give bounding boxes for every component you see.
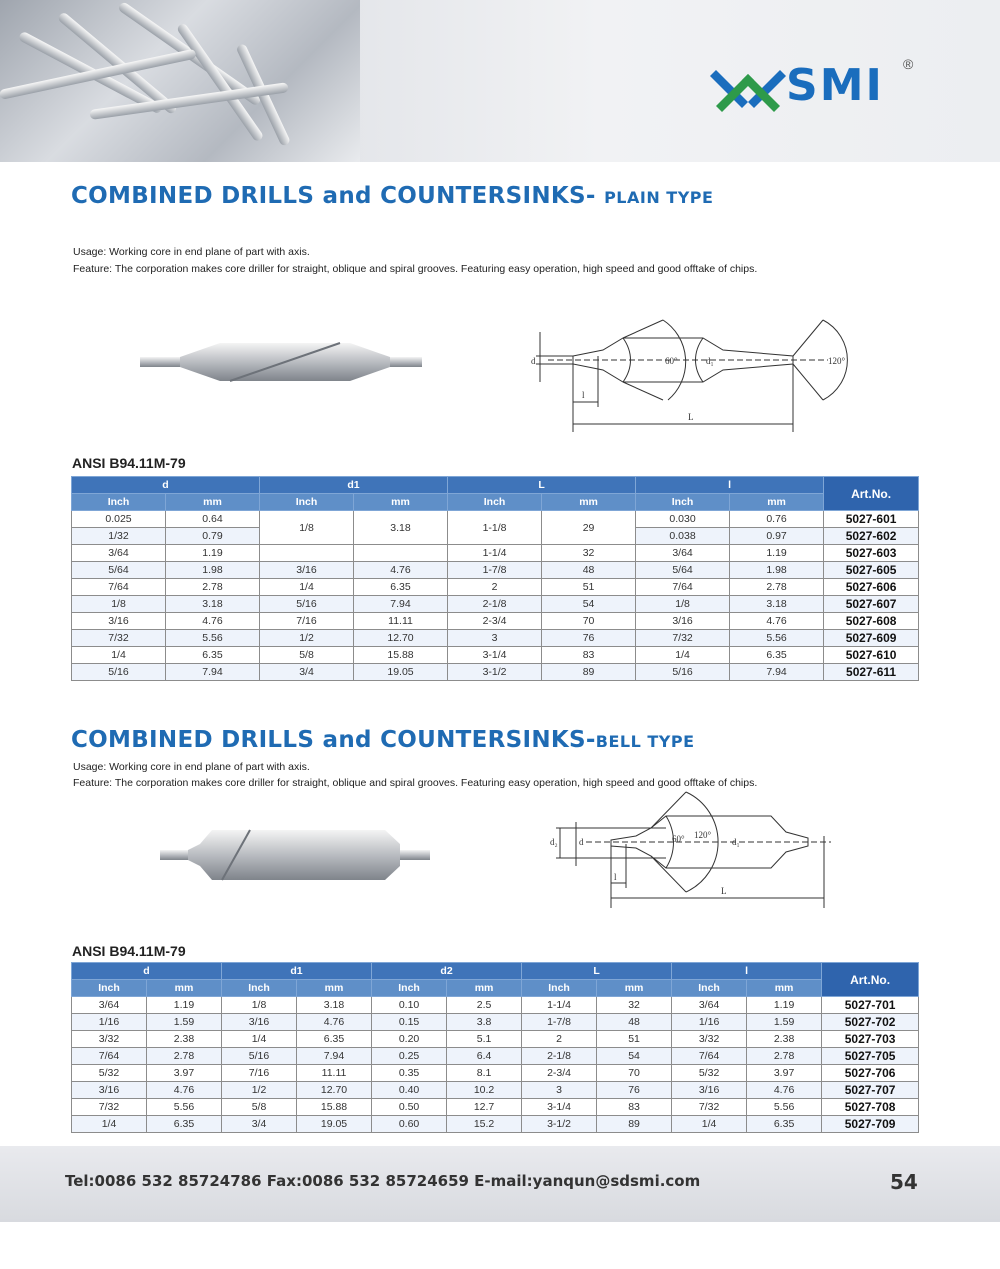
table-cell: 19.05 (354, 664, 448, 681)
table-cell: 3.18 (354, 511, 448, 545)
art-no-cell: 5027-709 (822, 1116, 919, 1133)
table-cell: 12.70 (354, 630, 448, 647)
table-row (72, 579, 919, 596)
table-cell: 3/16 (636, 613, 730, 630)
col-header: Inch (372, 980, 447, 997)
table-cell: 2-3/4 (448, 613, 542, 630)
bell-type-drill-photo (160, 826, 432, 886)
table-cell: 5/32 (672, 1065, 747, 1082)
contact-info: Tel:0086 532 85724786 Fax:0086 532 85724659 E-mail:yanqun@sdsmi.com (65, 1172, 701, 1190)
table-cell: 3/32 (672, 1031, 747, 1048)
table-cell: 12.70 (297, 1082, 372, 1099)
table-cell: 3.18 (166, 596, 260, 613)
table-cell: 2-3/4 (522, 1065, 597, 1082)
col-art-no: Art.No. (824, 477, 919, 511)
header-tools-photo (0, 0, 360, 162)
table-cell: 5/8 (222, 1099, 297, 1116)
table-cell: 4.76 (297, 1014, 372, 1031)
table-cell: 3-1/4 (522, 1099, 597, 1116)
table-row (72, 1082, 919, 1099)
table-cell: 3-1/4 (448, 647, 542, 664)
table-cell (354, 545, 448, 562)
table-cell: 1/4 (72, 647, 166, 664)
bell-label-d: d (579, 837, 584, 847)
bell-label-d2: d₂ (550, 837, 558, 847)
col-group-d2: d2 (372, 963, 522, 980)
table-row (72, 647, 919, 664)
table-cell: 0.25 (372, 1048, 447, 1065)
table-cell: 10.2 (447, 1082, 522, 1099)
table-cell: 5/64 (636, 562, 730, 579)
art-no-cell: 5027-601 (824, 511, 919, 528)
bell-angle-60: 60° (672, 834, 685, 844)
bell-type-dimension-diagram (546, 788, 836, 913)
page-number: 54 (890, 1170, 918, 1194)
section1-title-main: COMBINED DRILLS and COUNTERSINKS- (71, 183, 596, 209)
plain-angle-120: 120° (828, 356, 846, 366)
art-no-cell: 5027-610 (824, 647, 919, 664)
table-cell: 0.60 (372, 1116, 447, 1133)
table-cell: 5.56 (747, 1099, 822, 1116)
table-cell: 7.94 (730, 664, 824, 681)
table-cell: 3.8 (447, 1014, 522, 1031)
col-header: Inch (222, 980, 297, 997)
col-header: mm (354, 494, 448, 511)
table-cell: 1.19 (147, 997, 222, 1014)
section1-standard: ANSI B94.11M-79 (72, 455, 186, 471)
table-cell: 7/64 (72, 1048, 147, 1065)
art-no-cell: 5027-605 (824, 562, 919, 579)
table-cell: 2-1/8 (448, 596, 542, 613)
section2-title (71, 727, 695, 753)
table-cell: 89 (597, 1116, 672, 1133)
col-group-d1: d1 (260, 477, 448, 494)
plain-type-dimension-diagram (528, 312, 858, 440)
table-cell: 3.18 (297, 997, 372, 1014)
col-header: mm (447, 980, 522, 997)
section2-standard: ANSI B94.11M-79 (72, 943, 186, 959)
table-cell: 19.05 (297, 1116, 372, 1133)
table-cell: 7/64 (636, 579, 730, 596)
smi-logo-icon (708, 58, 788, 118)
table-cell: 3/16 (672, 1082, 747, 1099)
art-no-cell: 5027-705 (822, 1048, 919, 1065)
table-cell: 3/16 (260, 562, 354, 579)
art-no-cell: 5027-708 (822, 1099, 919, 1116)
table-cell: 7/16 (260, 613, 354, 630)
table-cell: 70 (597, 1065, 672, 1082)
table-cell: 3.97 (747, 1065, 822, 1082)
table-cell: 3/4 (222, 1116, 297, 1133)
col-header: mm (147, 980, 222, 997)
table-row (72, 997, 919, 1014)
table-cell: 1/8 (260, 511, 354, 545)
table-row (72, 1048, 919, 1065)
table-cell: 4.76 (747, 1082, 822, 1099)
table-cell: 3-1/2 (448, 664, 542, 681)
table-row (72, 1014, 919, 1031)
table-cell: 1/16 (672, 1014, 747, 1031)
table-cell: 7/64 (72, 579, 166, 596)
table-cell: 2.78 (166, 579, 260, 596)
brand-name: SMI (786, 60, 884, 111)
plain-type-drill-photo (140, 335, 425, 395)
table-cell: 0.025 (72, 511, 166, 528)
table-row (72, 511, 919, 528)
table-cell: 8.1 (447, 1065, 522, 1082)
table-cell: 2 (448, 579, 542, 596)
table-cell: 3/16 (72, 1082, 147, 1099)
table-cell: 1/8 (222, 997, 297, 1014)
col-header: Inch (260, 494, 354, 511)
table-cell: 4.76 (147, 1082, 222, 1099)
section1-title-sub: PLAIN TYPE (604, 188, 714, 207)
col-header: mm (730, 494, 824, 511)
table-cell: 6.35 (297, 1031, 372, 1048)
table-cell: 0.64 (166, 511, 260, 528)
section1-title (71, 183, 713, 209)
plain-label-d1: d₁ (706, 356, 714, 366)
table-cell: 4.76 (354, 562, 448, 579)
table-cell: 2.78 (730, 579, 824, 596)
bell-label-L: L (721, 886, 727, 896)
table-cell: 3/64 (636, 545, 730, 562)
table-cell: 1/8 (636, 596, 730, 613)
col-group-d: d (72, 963, 222, 980)
table-cell: 7.94 (166, 664, 260, 681)
table-cell: 51 (597, 1031, 672, 1048)
col-header: mm (297, 980, 372, 997)
table-cell: 3 (522, 1082, 597, 1099)
table-cell: 0.10 (372, 997, 447, 1014)
table-cell: 3-1/2 (522, 1116, 597, 1133)
col-art-no: Art.No. (822, 963, 919, 997)
table-cell: 5/16 (260, 596, 354, 613)
table-cell: 0.76 (730, 511, 824, 528)
art-no-cell: 5027-611 (824, 664, 919, 681)
art-no-cell: 5027-606 (824, 579, 919, 596)
col-header: mm (542, 494, 636, 511)
table-row (72, 1116, 919, 1133)
table-cell: 12.7 (447, 1099, 522, 1116)
table-cell: 5/32 (72, 1065, 147, 1082)
table-cell: 0.20 (372, 1031, 447, 1048)
table-cell: 3/64 (72, 997, 147, 1014)
plain-label-L: L (688, 412, 694, 422)
table-cell: 6.35 (147, 1116, 222, 1133)
table-cell: 3/4 (260, 664, 354, 681)
table-row (72, 1065, 919, 1082)
table-row (72, 596, 919, 613)
table-cell: 15.88 (354, 647, 448, 664)
table-cell: 5.1 (447, 1031, 522, 1048)
section1-usage: Usage: Working core in end plane of part with axis. (73, 246, 310, 258)
table-cell: 83 (597, 1099, 672, 1116)
table-cell: 1-1/4 (522, 997, 597, 1014)
table-cell: 3/64 (72, 545, 166, 562)
table-row (72, 1031, 919, 1048)
table-cell: 1.98 (166, 562, 260, 579)
table-cell: 1/2 (222, 1082, 297, 1099)
table-cell: 3/16 (72, 613, 166, 630)
table-cell: 5.56 (730, 630, 824, 647)
table-cell: 3.18 (730, 596, 824, 613)
bell-label-l: l (614, 872, 617, 882)
col-header: mm (747, 980, 822, 997)
col-header: mm (166, 494, 260, 511)
table-cell: 7.94 (297, 1048, 372, 1065)
art-no-cell: 5027-607 (824, 596, 919, 613)
bell-type-spec-table (71, 962, 919, 1133)
plain-label-d: d (531, 356, 536, 366)
table-cell: 2 (522, 1031, 597, 1048)
plain-label-l: l (582, 390, 585, 400)
table-cell: 5.56 (166, 630, 260, 647)
table-cell: 5/64 (72, 562, 166, 579)
table-row (72, 613, 919, 630)
col-group-L: L (448, 477, 636, 494)
art-no-cell: 5027-609 (824, 630, 919, 647)
table-cell: 0.79 (166, 528, 260, 545)
table-cell: 2.38 (147, 1031, 222, 1048)
table-cell: 7/32 (636, 630, 730, 647)
col-header: Inch (72, 494, 166, 511)
table-cell: 54 (542, 596, 636, 613)
table-cell: 5.56 (147, 1099, 222, 1116)
table-cell: 3 (448, 630, 542, 647)
table-cell: 1.98 (730, 562, 824, 579)
section2-usage: Usage: Working core in end plane of part with axis. (73, 761, 310, 773)
table-cell: 7/16 (222, 1065, 297, 1082)
table-cell: 0.030 (636, 511, 730, 528)
table-cell: 0.97 (730, 528, 824, 545)
table-row (72, 562, 919, 579)
col-header: Inch (522, 980, 597, 997)
plain-type-spec-table (71, 476, 919, 681)
table-cell: 1/8 (72, 596, 166, 613)
table-cell: 1/32 (72, 528, 166, 545)
table-cell: 48 (542, 562, 636, 579)
table-row (72, 630, 919, 647)
table-cell: 3/16 (222, 1014, 297, 1031)
col-group-l: l (672, 963, 822, 980)
table-cell: 3/64 (672, 997, 747, 1014)
table-row (72, 545, 919, 562)
art-no-cell: 5027-602 (824, 528, 919, 545)
art-no-cell: 5027-702 (822, 1014, 919, 1031)
section2-title-main: COMBINED DRILLS and COUNTERSINKS- (71, 727, 596, 753)
table-cell: 11.11 (354, 613, 448, 630)
plain-angle-60: 60° (665, 356, 678, 366)
table-cell: 1-7/8 (448, 562, 542, 579)
registered-mark: ® (903, 56, 914, 72)
col-header: Inch (636, 494, 730, 511)
section2-title-sub: BELL TYPE (595, 732, 695, 751)
table-cell: 29 (542, 511, 636, 545)
table-cell: 5/16 (222, 1048, 297, 1065)
table-cell: 1/4 (672, 1116, 747, 1133)
table-cell: 6.35 (730, 647, 824, 664)
col-group-d1: d1 (222, 963, 372, 980)
table-cell: 7/32 (72, 630, 166, 647)
table-cell: 1.59 (747, 1014, 822, 1031)
table-cell: 3.97 (147, 1065, 222, 1082)
table-cell: 5/8 (260, 647, 354, 664)
bell-angle-120: 120° (694, 830, 712, 840)
art-no-cell: 5027-707 (822, 1082, 919, 1099)
art-no-cell: 5027-703 (822, 1031, 919, 1048)
art-no-cell: 5027-603 (824, 545, 919, 562)
table-cell: 6.4 (447, 1048, 522, 1065)
section1-feature: Feature: The corporation makes core driller for straight, oblique and spiral grooves. Featuring easy operation, high speed and good offtake of chips. (73, 263, 758, 275)
table-cell: 83 (542, 647, 636, 664)
table-cell: 5/16 (636, 664, 730, 681)
table-cell: 0.038 (636, 528, 730, 545)
table-cell: 7/64 (672, 1048, 747, 1065)
table-cell: 1/2 (260, 630, 354, 647)
art-no-cell: 5027-608 (824, 613, 919, 630)
table-cell: 7/32 (672, 1099, 747, 1116)
table-cell: 2.38 (747, 1031, 822, 1048)
table-cell: 2-1/8 (522, 1048, 597, 1065)
art-no-cell: 5027-706 (822, 1065, 919, 1082)
table-cell: 15.88 (297, 1099, 372, 1116)
table-cell: 0.15 (372, 1014, 447, 1031)
table-row (72, 664, 919, 681)
table-cell: 89 (542, 664, 636, 681)
art-no-cell: 5027-701 (822, 997, 919, 1014)
table-cell: 1/16 (72, 1014, 147, 1031)
table-cell: 1/4 (72, 1116, 147, 1133)
table-cell: 2.78 (147, 1048, 222, 1065)
col-header: mm (597, 980, 672, 997)
table-cell: 1-1/4 (448, 545, 542, 562)
section2-feature: Feature: The corporation makes core driller for straight, oblique and spiral grooves. Featuring easy operation, high speed and good offtake of chips. (73, 777, 758, 789)
table-cell: 0.40 (372, 1082, 447, 1099)
table-cell: 4.76 (166, 613, 260, 630)
table-cell: 7.94 (354, 596, 448, 613)
table-cell: 1/4 (222, 1031, 297, 1048)
bell-label-d1: d₁ (732, 837, 740, 847)
table-cell: 11.11 (297, 1065, 372, 1082)
table-cell: 1.19 (730, 545, 824, 562)
table-cell: 76 (542, 630, 636, 647)
table-cell: 6.35 (354, 579, 448, 596)
table-cell: 2.78 (747, 1048, 822, 1065)
table-cell: 1.19 (747, 997, 822, 1014)
table-cell: 54 (597, 1048, 672, 1065)
table-cell: 15.2 (447, 1116, 522, 1133)
table-cell: 7/32 (72, 1099, 147, 1116)
col-header: Inch (72, 980, 147, 997)
table-cell: 51 (542, 579, 636, 596)
col-group-L: L (522, 963, 672, 980)
col-header: Inch (448, 494, 542, 511)
col-group-l: l (636, 477, 824, 494)
table-cell: 1/4 (260, 579, 354, 596)
table-cell: 32 (597, 997, 672, 1014)
table-cell: 1.59 (147, 1014, 222, 1031)
table-cell: 4.76 (730, 613, 824, 630)
table-cell: 1/4 (636, 647, 730, 664)
table-cell (260, 545, 354, 562)
table-cell: 6.35 (166, 647, 260, 664)
col-header: Inch (672, 980, 747, 997)
table-cell: 0.50 (372, 1099, 447, 1116)
table-cell: 76 (597, 1082, 672, 1099)
table-cell: 3/32 (72, 1031, 147, 1048)
table-cell: 0.35 (372, 1065, 447, 1082)
table-row (72, 1099, 919, 1116)
table-cell: 1-1/8 (448, 511, 542, 545)
table-cell: 48 (597, 1014, 672, 1031)
table-cell: 70 (542, 613, 636, 630)
table-cell: 1.19 (166, 545, 260, 562)
col-group-d: d (72, 477, 260, 494)
table-cell: 1-7/8 (522, 1014, 597, 1031)
table-cell: 5/16 (72, 664, 166, 681)
table-cell: 2.5 (447, 997, 522, 1014)
table-cell: 32 (542, 545, 636, 562)
table-cell: 6.35 (747, 1116, 822, 1133)
